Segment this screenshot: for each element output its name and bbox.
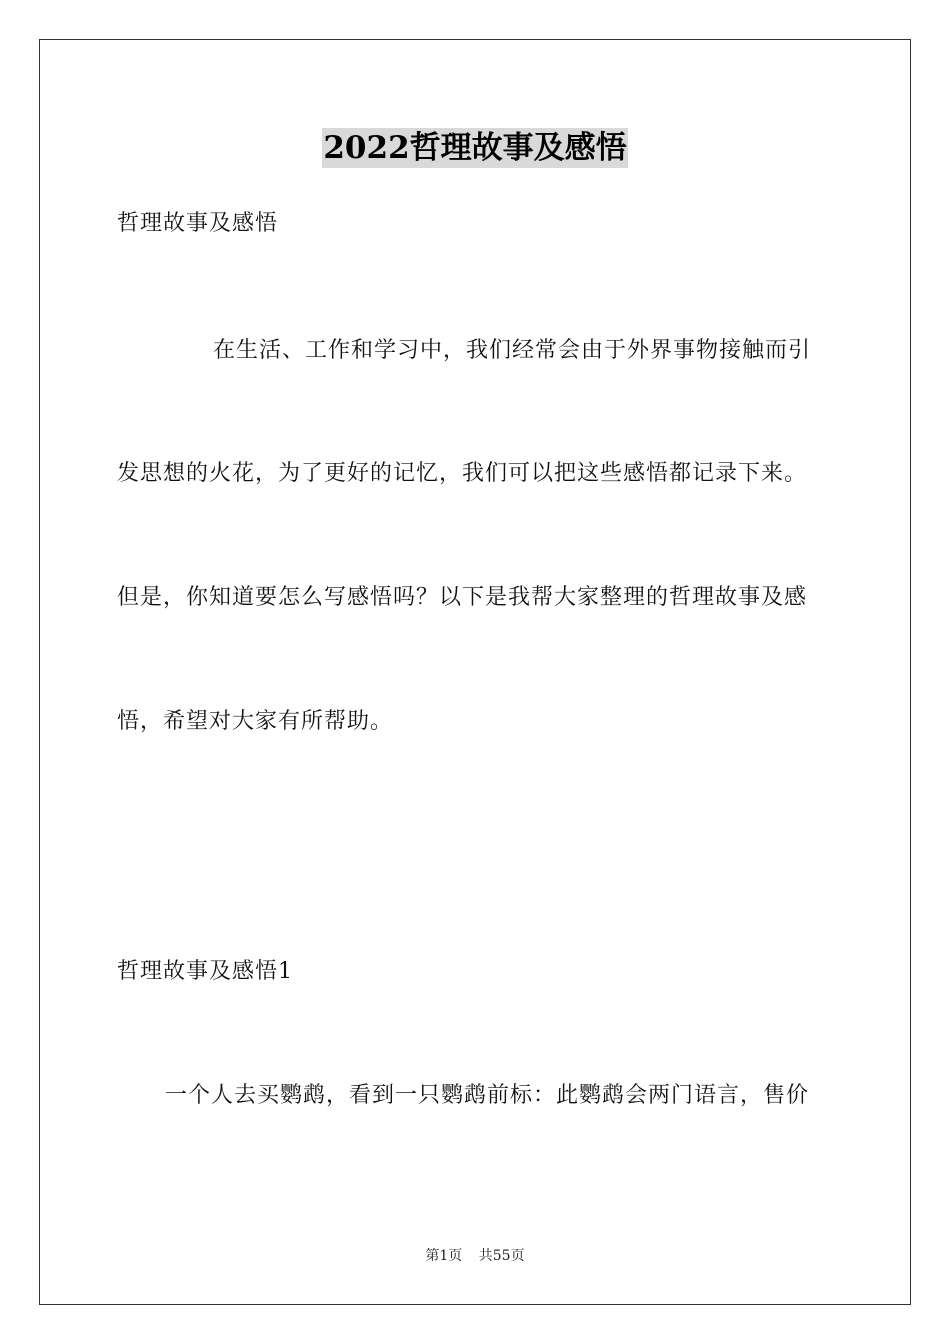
document-title: 2022哲理故事及感悟 [323,130,627,166]
section-heading: 哲理故事及感悟 [117,211,279,236]
paragraph-line: 一个人去买鹦鹉，看到一只鹦鹉前标：此鹦鹉会两门语言，售价 [165,1083,810,1108]
paragraph-line: 悟，希望对大家有所帮助。 [117,709,394,734]
page-total: 共55页 [478,1248,525,1264]
page-footer [0,1246,950,1266]
paragraph-line: 发思想的火花，为了更好的记忆，我们可以把这些感悟都记录下来。 [117,461,808,486]
paragraph-line: 但是，你知道要怎么写感悟吗？以下是我帮大家整理的哲理故事及感 [117,585,808,610]
page-number: 第1页 [425,1248,463,1264]
title-container [0,128,950,168]
section-heading: 哲理故事及感悟1 [117,959,293,984]
paragraph-line: 在生活、工作和学习中，我们经常会由于外界事物接触而引 [213,338,812,363]
